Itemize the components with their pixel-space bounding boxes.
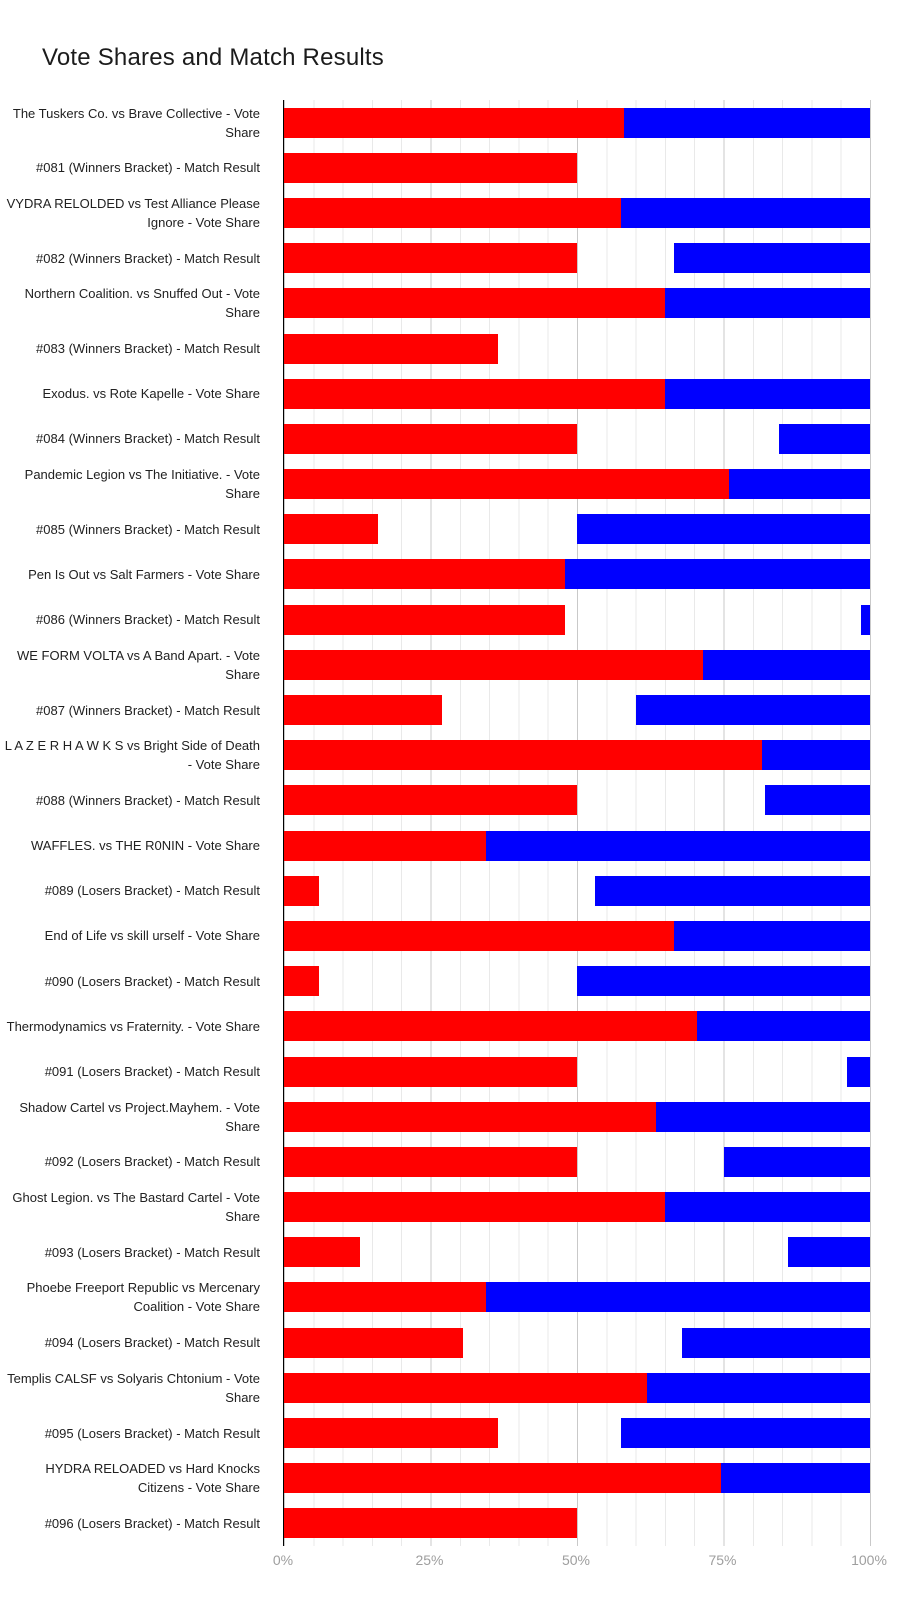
blue-bar[interactable] (656, 1102, 870, 1132)
bar-track (284, 1237, 870, 1267)
row-label: #088 (Winners Bracket) - Match Result (36, 792, 260, 808)
blue-bar[interactable] (665, 1192, 870, 1222)
bar-track (284, 514, 870, 544)
x-tick: 0% (272, 1552, 294, 1568)
row-label: #086 (Winners Bracket) - Match Result (36, 612, 260, 628)
blue-bar[interactable] (486, 1282, 870, 1312)
red-bar[interactable] (284, 605, 565, 635)
red-bar[interactable] (284, 379, 665, 409)
red-bar[interactable] (284, 1282, 486, 1312)
chart-row (0, 1139, 870, 1184)
row-label: #092 (Losers Bracket) - Match Result (44, 1154, 260, 1170)
bar-track (284, 1282, 870, 1312)
bar-track (284, 334, 870, 364)
blue-bar[interactable] (647, 1373, 870, 1403)
x-tick: 50% (561, 1552, 591, 1568)
x-tick: 100% (851, 1552, 887, 1568)
bar-track (284, 559, 870, 589)
bar-track (284, 1057, 870, 1087)
chart-row (0, 190, 870, 235)
bar-track (284, 1508, 870, 1538)
bar-track (284, 966, 870, 996)
blue-bar[interactable] (577, 966, 870, 996)
chart-row (0, 462, 870, 507)
row-label: End of Life vs skill urself - Vote Share (44, 928, 260, 944)
blue-bar[interactable] (674, 243, 870, 273)
red-bar[interactable] (284, 1373, 647, 1403)
chart-row (0, 371, 870, 416)
row-label: #091 (Losers Bracket) - Match Result (44, 1064, 260, 1080)
row-label: #082 (Winners Bracket) - Match Result (36, 250, 260, 266)
chart-row (0, 687, 870, 732)
blue-bar[interactable] (624, 108, 870, 138)
red-bar[interactable] (284, 514, 378, 544)
x-axis (0, 1552, 904, 1572)
bar-track (284, 1418, 870, 1448)
bar-track (284, 605, 870, 635)
row-label: #084 (Winners Bracket) - Match Result (36, 431, 260, 447)
red-bar[interactable] (284, 469, 729, 499)
blue-bar[interactable] (636, 695, 870, 725)
bar-track (284, 108, 870, 138)
blue-bar[interactable] (762, 740, 870, 770)
row-label: Pandemic Legion vs The Initiative. - Vote Share (24, 467, 260, 502)
chart-row (0, 597, 870, 642)
row-label: Ghost Legion. vs The Bastard Cartel - Vote Share (12, 1190, 260, 1225)
bar-track (284, 424, 870, 454)
bar-track (284, 1147, 870, 1177)
red-bar[interactable] (284, 1328, 463, 1358)
chart-row (0, 959, 870, 1004)
chart-row (0, 733, 870, 778)
blue-bar[interactable] (724, 1147, 871, 1177)
red-bar[interactable] (284, 876, 319, 906)
x-tick: 75% (708, 1552, 737, 1568)
bar-track (284, 740, 870, 770)
chart-row (0, 778, 870, 823)
chart-row (0, 1185, 870, 1230)
bar-track (284, 1463, 870, 1493)
blue-bar[interactable] (861, 605, 870, 635)
row-label: Thermodynamics vs Fraternity. - Vote Share (6, 1018, 260, 1034)
bar-track (284, 288, 870, 318)
red-bar[interactable] (284, 921, 674, 951)
bar-track (284, 831, 870, 861)
row-label: The Tuskers Co. vs Brave Collective - Vote Share (12, 105, 260, 140)
bar-track (284, 695, 870, 725)
bar-track (284, 153, 870, 183)
blue-bar[interactable] (847, 1057, 870, 1087)
chart-row (0, 1275, 870, 1320)
red-bar[interactable] (284, 831, 486, 861)
blue-bar[interactable] (577, 514, 870, 544)
red-bar[interactable] (284, 650, 703, 680)
red-bar[interactable] (284, 334, 498, 364)
chart-row (0, 1456, 870, 1501)
blue-bar[interactable] (565, 559, 870, 589)
chart-row (0, 1230, 870, 1275)
blue-bar[interactable] (697, 1011, 870, 1041)
chart-row (0, 552, 870, 597)
blue-bar[interactable] (665, 379, 870, 409)
chart-row (0, 100, 870, 145)
red-bar[interactable] (284, 1463, 721, 1493)
chart-row (0, 1004, 870, 1049)
row-label: #093 (Losers Bracket) - Match Result (44, 1244, 260, 1260)
bar-track (284, 876, 870, 906)
chart-row (0, 416, 870, 461)
bar-track (284, 1011, 870, 1041)
row-label: Exodus. vs Rote Kapelle - Vote Share (42, 386, 260, 402)
bar-track (284, 198, 870, 228)
blue-bar[interactable] (682, 1328, 870, 1358)
chart-row (0, 1049, 870, 1094)
x-tick: 25% (415, 1552, 444, 1568)
row-label: #085 (Winners Bracket) - Match Result (36, 521, 260, 537)
row-label: Pen Is Out vs Salt Farmers - Vote Share (28, 566, 260, 582)
red-bar[interactable] (284, 288, 665, 318)
blue-bar[interactable] (665, 288, 870, 318)
red-bar[interactable] (284, 1192, 665, 1222)
row-label: L A Z E R H A W K S vs Bright Side of Death - Vote Share (4, 738, 260, 773)
blue-bar[interactable] (621, 198, 870, 228)
row-label: WE FORM VOLTA vs A Band Apart. - Vote Share (16, 647, 260, 682)
bar-track (284, 650, 870, 680)
bar-track (284, 243, 870, 273)
bar-track (284, 469, 870, 499)
red-bar[interactable] (284, 740, 762, 770)
red-bar[interactable] (284, 1102, 656, 1132)
row-label: VYDRA RELOLDED vs Test Alliance Please Ignore - Vote Share (6, 195, 260, 230)
row-label: Shadow Cartel vs Project.Mayhem. - Vote Share (19, 1099, 260, 1134)
blue-bar[interactable] (595, 876, 870, 906)
blue-bar[interactable] (621, 1418, 870, 1448)
row-label: Northern Coalition. vs Snuffed Out - Vote Share (24, 286, 260, 321)
row-label: WAFFLES. vs THE R0NIN - Vote Share (30, 838, 260, 854)
red-bar[interactable] (284, 1237, 360, 1267)
bar-track (284, 785, 870, 815)
bar-track (284, 1373, 870, 1403)
row-label: #096 (Losers Bracket) - Match Result (44, 1515, 260, 1531)
red-bar[interactable] (284, 1147, 577, 1177)
red-bar[interactable] (284, 198, 621, 228)
row-label: Templis CALSF vs Solyaris Chtonium - Vote Share (7, 1370, 260, 1405)
chart-row (0, 507, 870, 552)
row-label: #083 (Winners Bracket) - Match Result (36, 341, 260, 357)
red-bar[interactable] (284, 1011, 697, 1041)
chart-row (0, 868, 870, 913)
red-bar[interactable] (284, 785, 577, 815)
row-label: #094 (Losers Bracket) - Match Result (44, 1335, 260, 1351)
chart-row (0, 326, 870, 371)
bar-track (284, 379, 870, 409)
chart-row (0, 1365, 870, 1410)
chart-row (0, 145, 870, 190)
blue-bar[interactable] (729, 469, 870, 499)
blue-bar[interactable] (765, 785, 870, 815)
bar-track (284, 1102, 870, 1132)
bar-track (284, 1192, 870, 1222)
blue-bar[interactable] (703, 650, 870, 680)
row-label: #081 (Winners Bracket) - Match Result (36, 160, 260, 176)
red-bar[interactable] (284, 966, 319, 996)
chart-title: Vote Shares and Match Results (42, 44, 384, 71)
chart-row (0, 1320, 870, 1365)
chart-row (0, 913, 870, 958)
blue-bar[interactable] (674, 921, 870, 951)
chart-rows (0, 100, 870, 1546)
row-label: #087 (Winners Bracket) - Match Result (36, 702, 260, 718)
bar-track (284, 1328, 870, 1358)
chart-row (0, 236, 870, 281)
blue-bar[interactable] (721, 1463, 870, 1493)
red-bar[interactable] (284, 1508, 577, 1538)
red-bar[interactable] (284, 559, 565, 589)
chart-row (0, 281, 870, 326)
blue-bar[interactable] (486, 831, 870, 861)
row-label: #089 (Losers Bracket) - Match Result (44, 883, 260, 899)
chart-row (0, 1501, 870, 1546)
red-bar[interactable] (284, 153, 577, 183)
chart-row (0, 823, 870, 868)
blue-bar[interactable] (788, 1237, 870, 1267)
red-bar[interactable] (284, 424, 577, 454)
row-label: HYDRA RELOADED vs Hard Knocks Citizens - Vote Share (45, 1461, 260, 1496)
row-label: #095 (Losers Bracket) - Match Result (44, 1425, 260, 1441)
bar-track (284, 921, 870, 951)
chart-row (0, 1410, 870, 1455)
red-bar[interactable] (284, 695, 442, 725)
row-label: #090 (Losers Bracket) - Match Result (44, 973, 260, 989)
blue-bar[interactable] (779, 424, 870, 454)
row-label: Phoebe Freeport Republic vs Mercenary Coalition - Vote Share (26, 1280, 260, 1315)
red-bar[interactable] (284, 108, 624, 138)
red-bar[interactable] (284, 1057, 577, 1087)
chart-row (0, 642, 870, 687)
red-bar[interactable] (284, 243, 577, 273)
red-bar[interactable] (284, 1418, 498, 1448)
chart-row (0, 1094, 870, 1139)
